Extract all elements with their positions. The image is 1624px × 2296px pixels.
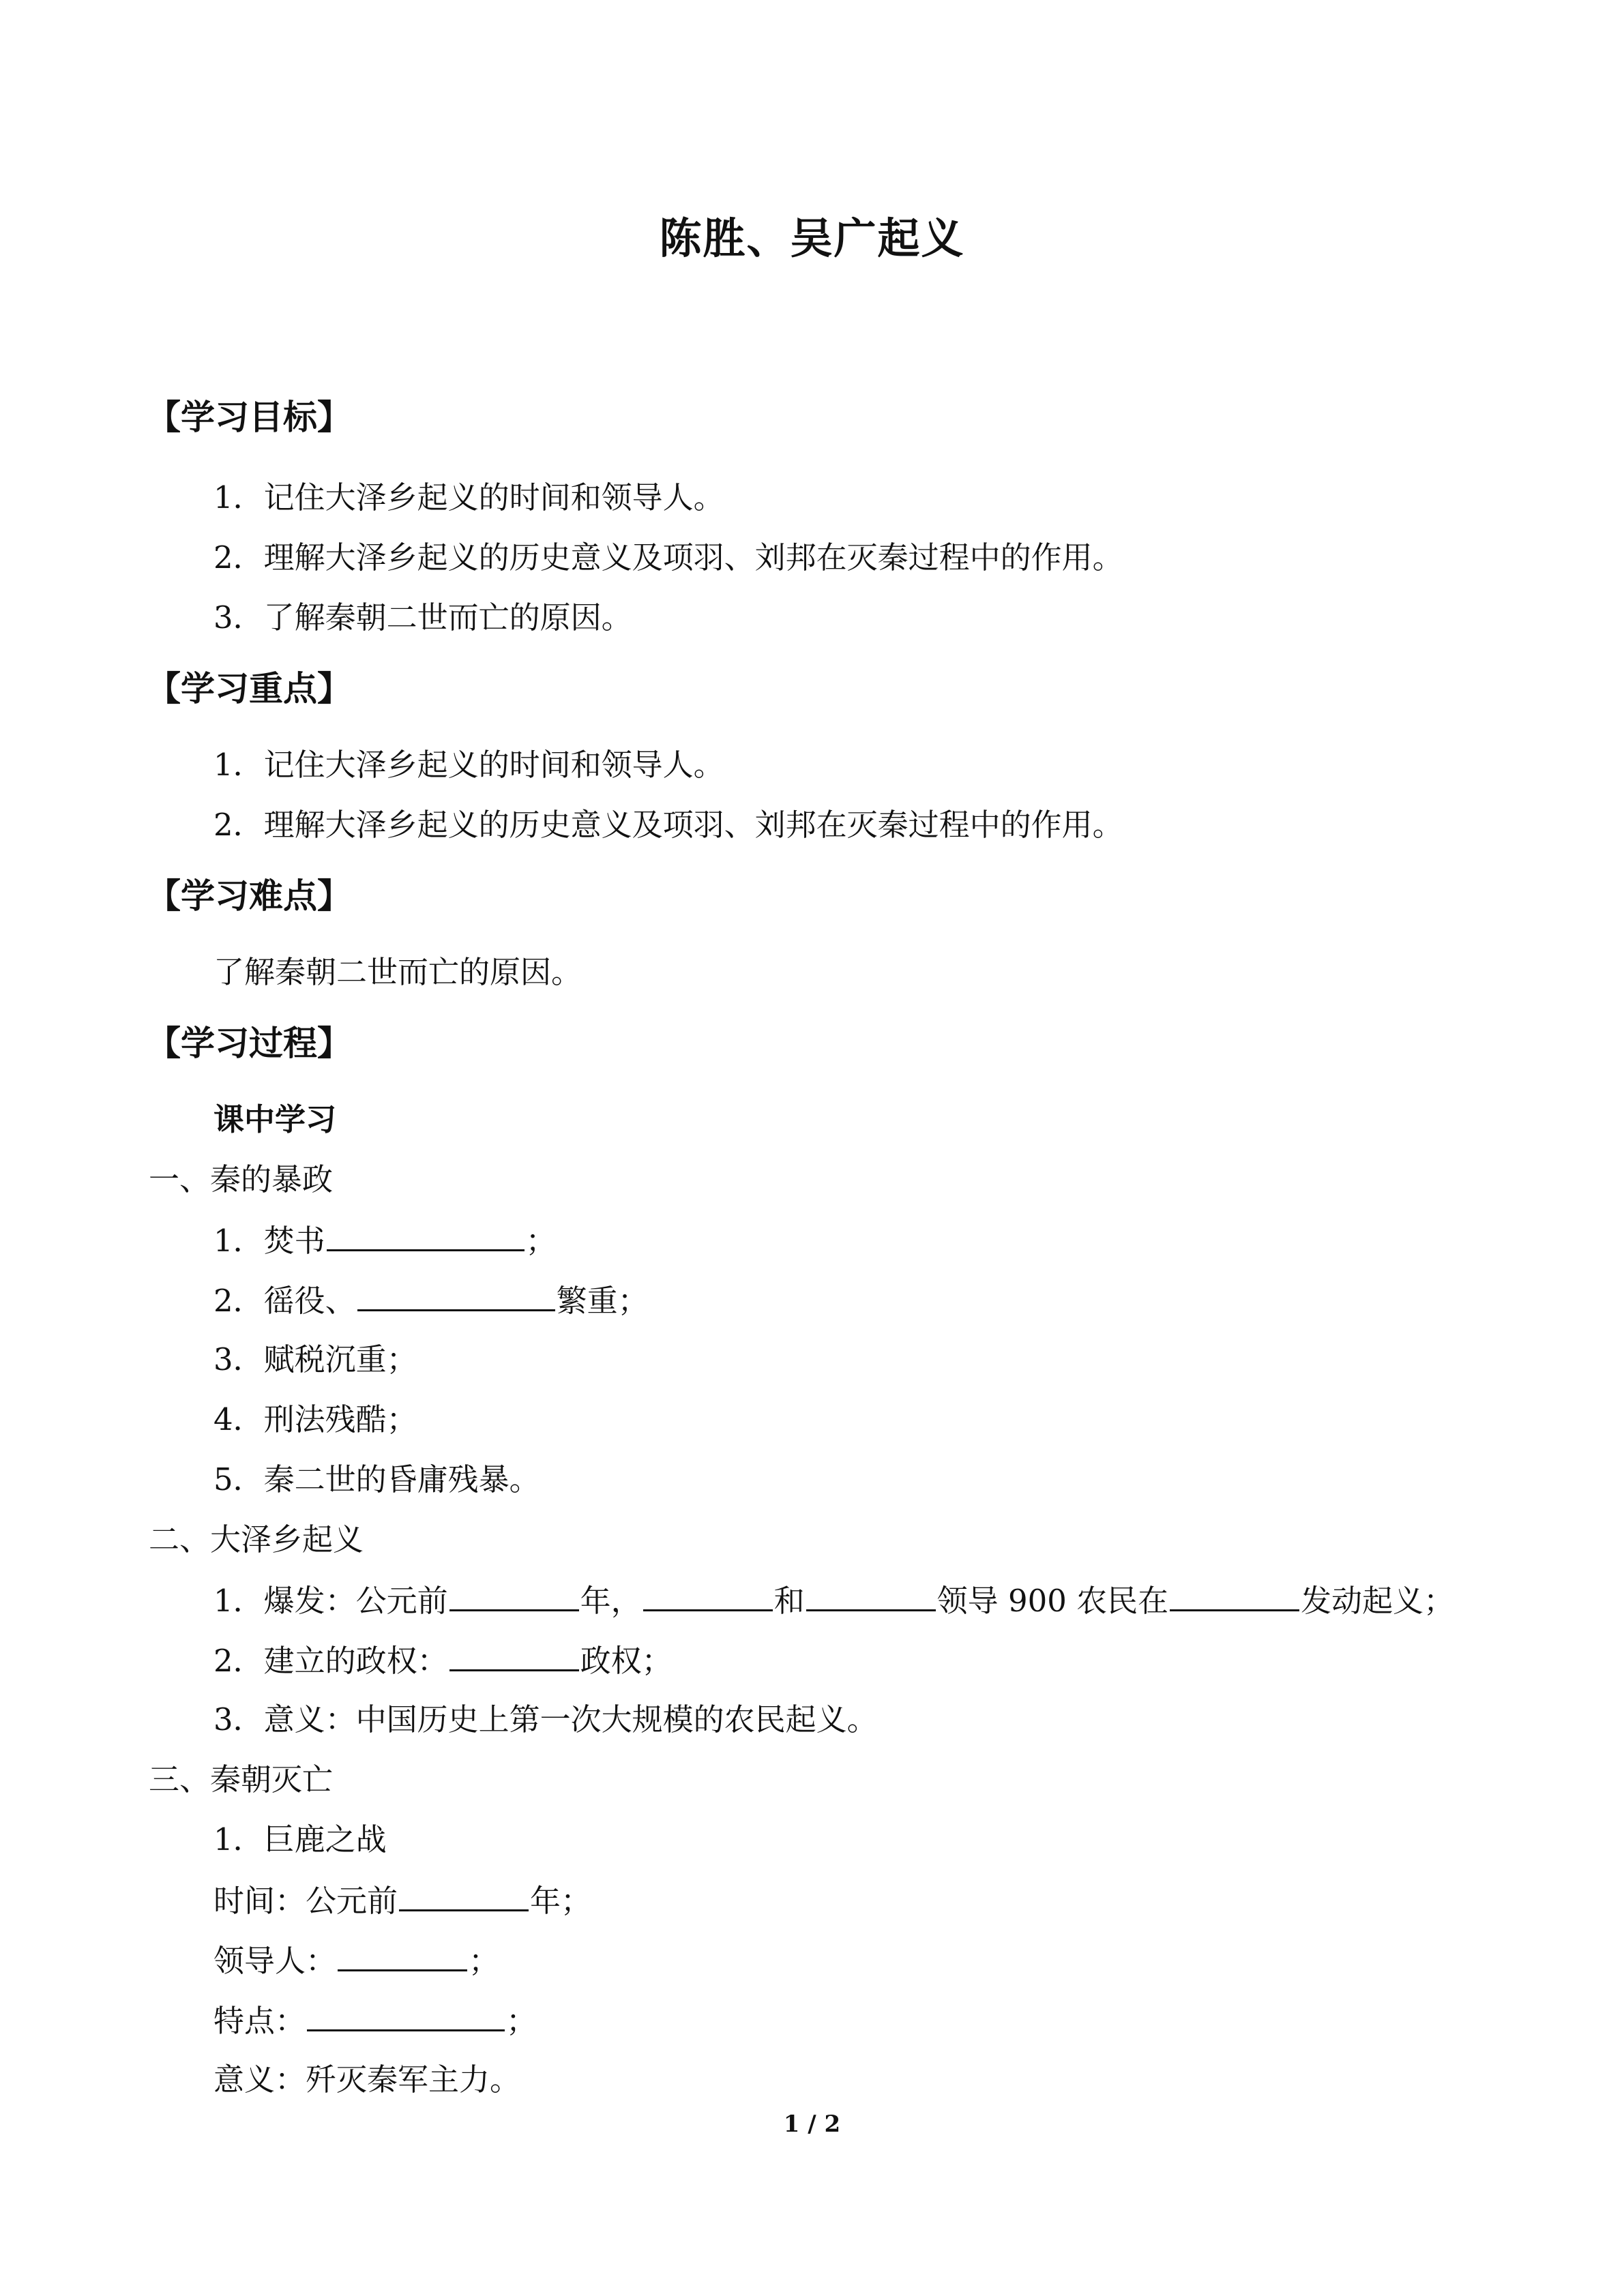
fill-blank-regime[interactable] [449, 1639, 579, 1671]
section-heading-goals: 【学习目标】 [147, 398, 351, 437]
part3-leader-suffix: ； [469, 1943, 500, 1979]
process-subheading: 课中学习 [213, 1101, 337, 1137]
part2-item-1-text-e: 发动起义； [1301, 1583, 1455, 1619]
goal-item-2: 2．理解大泽乡起义的历史意义及项羽、刘邦在灭秦过程中的作用。 [213, 539, 1123, 576]
part3-title: 三、秦朝灭亡 [149, 1761, 334, 1798]
part1-item-1-prefix: 1．焚书 [213, 1223, 325, 1259]
part2-item-1-text-c: 和 [773, 1583, 805, 1619]
difficulty-item-1: 了解秦朝二世而亡的原因。 [213, 954, 582, 990]
part2-item-3: 3．意义：中国历史上第一次大规模的农民起义。 [213, 1701, 878, 1738]
fill-blank-leader-1[interactable] [643, 1579, 773, 1611]
part2-item-2-text-b: 政权； [580, 1643, 673, 1679]
part2-title: 二、大泽乡起义 [149, 1521, 364, 1557]
key-point-item-2: 2．理解大泽乡起义的历史意义及项羽、刘邦在灭秦过程中的作用。 [213, 807, 1123, 843]
goal-item-3: 3．了解秦朝二世而亡的原因。 [213, 599, 632, 636]
fill-blank-labor[interactable] [357, 1279, 555, 1311]
part1-item-1-suffix: ； [525, 1223, 557, 1259]
fill-blank-burn-books[interactable] [327, 1219, 525, 1251]
section-heading-key-points: 【学习重点】 [147, 669, 351, 709]
section-heading-process: 【学习过程】 [147, 1024, 351, 1063]
part1-item-2-suffix: 繁重； [556, 1283, 649, 1319]
part2-item-1-text-d: 领导 900 农民在 [936, 1583, 1169, 1619]
fill-blank-battle-feature[interactable] [307, 1999, 505, 2031]
fill-blank-battle-leader[interactable] [338, 1939, 467, 1971]
part1-item-2-prefix: 2．徭役、 [213, 1283, 356, 1319]
fill-blank-uprising-place[interactable] [1170, 1579, 1299, 1611]
key-point-item-1: 1．记住大泽乡起义的时间和领导人。 [213, 747, 724, 783]
part1-item-5: 5．秦二世的昏庸残暴。 [213, 1461, 540, 1497]
part3-time-label: 时间：公元前 [213, 1883, 398, 1919]
page-number: 1 / 2 [783, 2111, 841, 2138]
part1-item-4: 4．刑法残酷； [213, 1401, 417, 1437]
part3-time-suffix: 年； [530, 1883, 592, 1919]
part3-feature-label: 特点： [213, 2003, 306, 2039]
part2-item-2-text-a: 2．建立的政权： [213, 1643, 448, 1679]
section-heading-difficulties: 【学习难点】 [147, 876, 351, 916]
part3-time [213, 1879, 591, 1922]
part2-item-1-text-a: 1．爆发：公元前 [213, 1583, 448, 1619]
part2-item-2 [213, 1639, 673, 1682]
part3-item-1: 1．巨鹿之战 [213, 1821, 387, 1858]
fill-blank-leader-2[interactable] [806, 1579, 936, 1611]
page-title: 陈胜、吴广起义 [659, 213, 965, 263]
part2-item-1-text-b: 年， [580, 1583, 642, 1619]
part3-feature-suffix: ； [506, 2003, 537, 2039]
goal-item-1: 1．记住大泽乡起义的时间和领导人。 [213, 479, 724, 516]
part2-item-1 [213, 1579, 1454, 1622]
part3-leader [213, 1939, 499, 1982]
fill-blank-battle-year[interactable] [399, 1879, 529, 1911]
part3-leader-label: 领导人： [213, 1943, 337, 1979]
part3-meaning: 意义：歼灭秦军主力。 [213, 2061, 521, 2098]
part3-feature [213, 1999, 537, 2042]
part1-item-1 [213, 1219, 557, 1262]
part1-title: 一、秦的暴政 [149, 1161, 334, 1197]
part1-item-2 [213, 1279, 649, 1322]
part1-item-3: 3．赋税沉重； [213, 1341, 417, 1377]
fill-blank-uprising-year[interactable] [449, 1579, 579, 1611]
